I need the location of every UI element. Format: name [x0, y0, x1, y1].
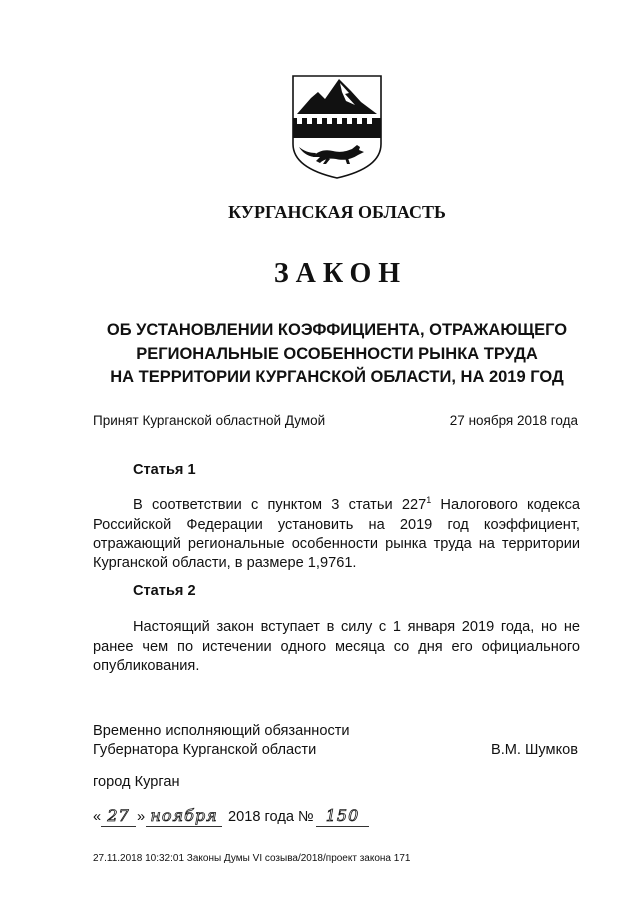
law-title-line: НА ТЕРРИТОРИИ КУРГАНСКОЙ ОБЛАСТИ, НА 2019 ГОД	[110, 368, 564, 386]
article-text-line: отражающий региональные особенности рынка труда на территории	[93, 536, 580, 552]
article-text-line	[133, 496, 580, 515]
file-footer: 27.11.2018 10:32:01 Законы Думы VI созыва/2018/проект закона 171	[93, 853, 411, 864]
article-text-line: ранее чем по истечении одного месяца со дня его официального	[93, 639, 580, 655]
article-heading: Статья 2	[133, 583, 196, 599]
date-year-and-number-label: 2018 года №	[228, 809, 314, 825]
handwritten-month: ноября	[146, 806, 222, 827]
article-text-fragment: Налогового кодекса	[431, 497, 580, 513]
handwritten-day: 27	[101, 806, 136, 827]
article-text-line: Настоящий закон вступает в силу с 1 января 2019 года, но не	[133, 619, 580, 635]
signatory-position: Временно исполняющий обязанности	[93, 723, 350, 739]
footnote-superscript: 1	[426, 496, 432, 505]
article-text-fragment: В соответствии с пунктом 3 статьи 227	[133, 497, 427, 513]
signatory-position: Губернатора Курганской области	[93, 742, 317, 758]
article-text-line: Курганской области, в размере 1,9761.	[93, 555, 357, 571]
article-text-line: опубликования.	[93, 658, 200, 674]
adopted-by: Принят Курганской областной Думой	[93, 413, 326, 428]
law-title-line: РЕГИОНАЛЬНЫЕ ОСОБЕННОСТИ РЫНКА ТРУДА	[136, 345, 538, 363]
law-title-line: ОБ УСТАНОВЛЕНИИ КОЭФФИЦИЕНТА, ОТРАЖАЮЩЕГО	[106, 321, 568, 339]
article-heading: Статья 1	[133, 462, 196, 478]
date-open-quote: «	[93, 809, 102, 825]
document-type: ЗАКОН	[273, 258, 408, 289]
article-text-line: Российской Федерации установить на 2019 год коэффициент,	[93, 517, 580, 533]
handwritten-law-number: 150	[316, 806, 369, 827]
adopted-date: 27 ноября 2018 года	[449, 413, 578, 428]
coat-of-arms-icon	[289, 72, 385, 182]
signatory-name: В.М. Шумков	[490, 742, 578, 758]
region-name: КУРГАНСКАЯ ОБЛАСТЬ	[228, 202, 446, 222]
date-close-quote: »	[137, 809, 146, 825]
city-name: город Курган	[93, 774, 180, 790]
